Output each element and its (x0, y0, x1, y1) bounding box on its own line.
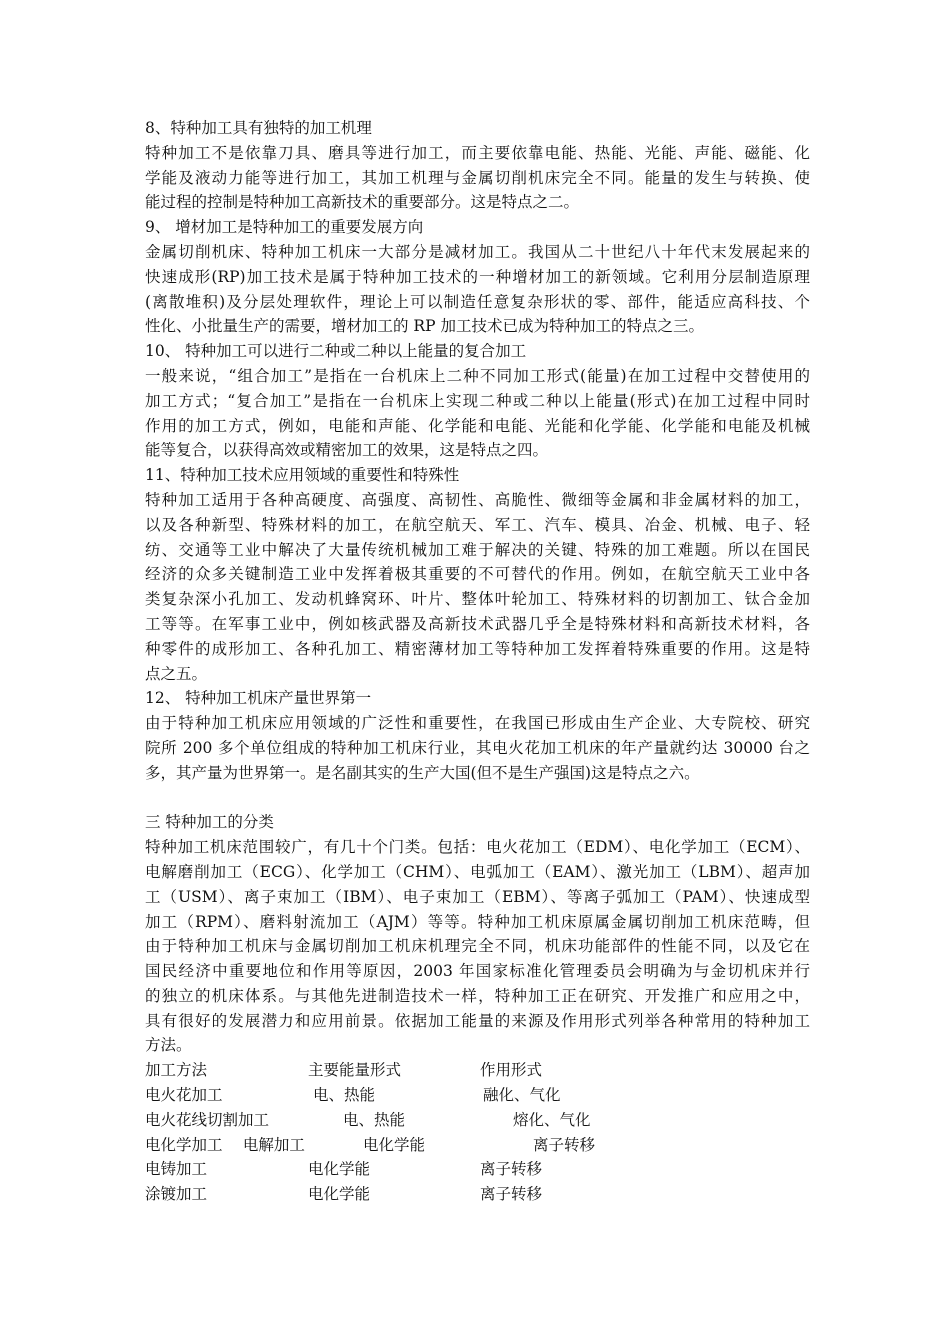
table-cell: 离子转移 (533, 1135, 596, 1154)
table-row (145, 1157, 810, 1182)
paragraph-line: 特种加工不是依靠刀具、磨具等进行加工，而主要依靠电能、热能、光能、声能、磁能、化 (145, 143, 810, 162)
paragraph-line: 加工（RPM）、磨料射流加工（AJM）等等。特种加工机床原属金属切削加工机床范畴，但 (145, 912, 810, 931)
table-cell: 电化学加工 电解加工 (145, 1135, 305, 1154)
section-heading: 9、 增材加工是特种加工的重要发展方向 (145, 218, 424, 237)
body-paragraph (145, 364, 810, 463)
paragraph-line: 学能及液动力能等进行加工，其加工机理与金属切削机床完全不同。能量的发生与转换、使 (145, 168, 810, 187)
table-cell: 熔化、气化 (513, 1110, 591, 1129)
paragraph-line: 以及各种新型、特殊材料的加工，在航空航天、军工、汽车、模具、冶金、机械、电子、轻 (145, 515, 810, 534)
paragraph-line: 作用的加工方式，例如，电能和声能、化学能和电能、光能和化学能、化学能和电能及机械 (145, 416, 810, 435)
paragraph-line: 工（USM）、离子束加工（IBM）、电子束加工（EBM）、等离子弧加工（PAM）、快速成型 (145, 887, 810, 906)
table-cell: 电化学能 (308, 1185, 371, 1204)
paragraph-line: 能等复合，以获得高效或精密加工的效果，这是特点之四。 (145, 441, 549, 460)
paragraph-line: 工等等。在军事工业中，例如核武器及高新技术武器几乎全是特殊材料和高新技术材料，各 (145, 614, 810, 633)
table-cell: 离子转移 (480, 1160, 543, 1179)
table-cell: 电火花加工 (145, 1086, 223, 1105)
table-header-cell: 加工方法 (145, 1061, 208, 1080)
paragraph-line: 多，其产量为世界第一。是名副其实的生产大国(但不是生产强国)这是特点之六。 (145, 763, 700, 782)
body-paragraph (145, 240, 810, 339)
blank-line (145, 786, 810, 811)
document-page (145, 116, 810, 1207)
body-paragraph (145, 711, 810, 785)
paragraph-line: 加工方式；“复合加工”是指在一台机床上实现二种或二种以上能量(形式)在加工过程中同时 (145, 391, 810, 410)
section-heading: 10、 特种加工可以进行二种或二种以上能量的复合加工 (145, 342, 527, 361)
table-row (145, 1108, 810, 1133)
paragraph-line: 金属切削机床、特种加工机床一大部分是减材加工。我国从二十世纪八十年代末发展起来的 (145, 242, 810, 261)
table-cell: 电化学能 (308, 1160, 371, 1179)
paragraph-line: 电解磨削加工（ECG）、化学加工（CHM）、电弧加工（EAM）、激光加工（LBM）、超声加 (145, 862, 810, 881)
table-cell: 电、热能 (343, 1110, 406, 1129)
body-paragraph (145, 141, 810, 215)
paragraph-line: 经济的众多关键制造工业中发挥着极其重要的不可替代的作用。例如，在航空航天工业中各 (145, 565, 810, 584)
table-cell: 电、热能 (313, 1086, 376, 1105)
paragraph-line: 点之五。 (145, 664, 208, 683)
table-cell: 电火花线切割加工 (145, 1110, 270, 1129)
paragraph-line: 具有很好的发展潜力和应用前景。依据加工能量的来源及作用形式列举各种常用的特种加工 (145, 1011, 810, 1030)
table-header-row (145, 1058, 810, 1083)
table-cell: 涂镀加工 (145, 1185, 208, 1204)
paragraph-line: 的独立的机床体系。与其他先进制造技术一样，特种加工正在研究、开发推广和应用之中， (145, 986, 810, 1005)
paragraph-line: 由于特种加工机床与金属切削加工机床机理完全不同，机床功能部件的性能不同，以及它在 (145, 937, 810, 956)
body-paragraph (145, 835, 810, 1058)
section-heading: 11、特种加工技术应用领域的重要性和特殊性 (145, 466, 460, 485)
paragraph-line: 种零件的成形加工、各种孔加工、精密薄材加工等特种加工发挥着特殊重要的作用。这是特 (145, 639, 810, 658)
paragraph-line: (离散堆积)及分层处理软件，理论上可以制造任意复杂形状的零、部件，能适应高科技、个 (145, 292, 810, 311)
processing-methods-table (145, 1058, 810, 1207)
table-cell: 融化、气化 (483, 1086, 561, 1105)
paragraph-line: 院所 200 多个单位组成的特种加工机床行业，其电火花加工机床的年产量就约达 30000 台之 (145, 738, 810, 757)
table-row (145, 1182, 810, 1207)
paragraph-line: 由于特种加工机床应用领域的广泛性和重要性，在我国已形成由生产企业、大专院校、研究 (145, 714, 810, 733)
paragraph-line: 纺、交通等工业中解决了大量传统机械加工难于解决的关键、特殊的加工难题。所以在国民 (145, 540, 810, 559)
section-heading: 8、特种加工具有独特的加工机理 (145, 119, 372, 137)
paragraph-line: 类复杂深小孔加工、发动机蜂窝环、叶片、整体叶轮加工、特殊材料的切割加工、钛合金加 (145, 590, 810, 609)
table-cell: 离子转移 (480, 1185, 543, 1204)
paragraph-line: 性化、小批量生产的需要，增材加工的 RP 加工技术已成为特种加工的特点之三。 (145, 317, 704, 336)
body-paragraph (145, 488, 810, 686)
table-cell: 电铸加工 (145, 1160, 208, 1179)
paragraph-line: 特种加工适用于各种高硬度、高强度、高韧性、高脆性、微细等金属和非金属材料的加工， (145, 490, 810, 509)
section-heading: 12、 特种加工机床产量世界第一 (145, 689, 372, 708)
table-row (145, 1083, 810, 1108)
table-header-cell: 作用形式 (480, 1061, 543, 1080)
paragraph-line: 一般来说，“组合加工”是指在一台机床上二种不同加工形式(能量)在加工过程中交替使用的 (145, 366, 810, 385)
paragraph-line: 快速成形(RP)加工技术是属于特种加工技术的一种增材加工的新领域。它利用分层制造原理 (145, 267, 810, 286)
section-heading: 三 特种加工的分类 (145, 813, 274, 832)
paragraph-line: 国民经济中重要地位和作用等原因，2003 年国家标准化管理委员会明确为与金切机床并行 (145, 962, 810, 981)
table-row (145, 1133, 810, 1158)
paragraph-line: 能过程的控制是特种加工高新技术的重要部分。这是特点之二。 (145, 193, 580, 212)
table-cell: 电化学能 (363, 1135, 426, 1154)
paragraph-line: 方法。 (145, 1036, 192, 1055)
paragraph-line: 特种加工机床范围较广，有几十个门类。包括：电火花加工（EDM）、电化学加工（ECM）、 (145, 838, 810, 857)
table-header-cell: 主要能量形式 (308, 1061, 402, 1080)
